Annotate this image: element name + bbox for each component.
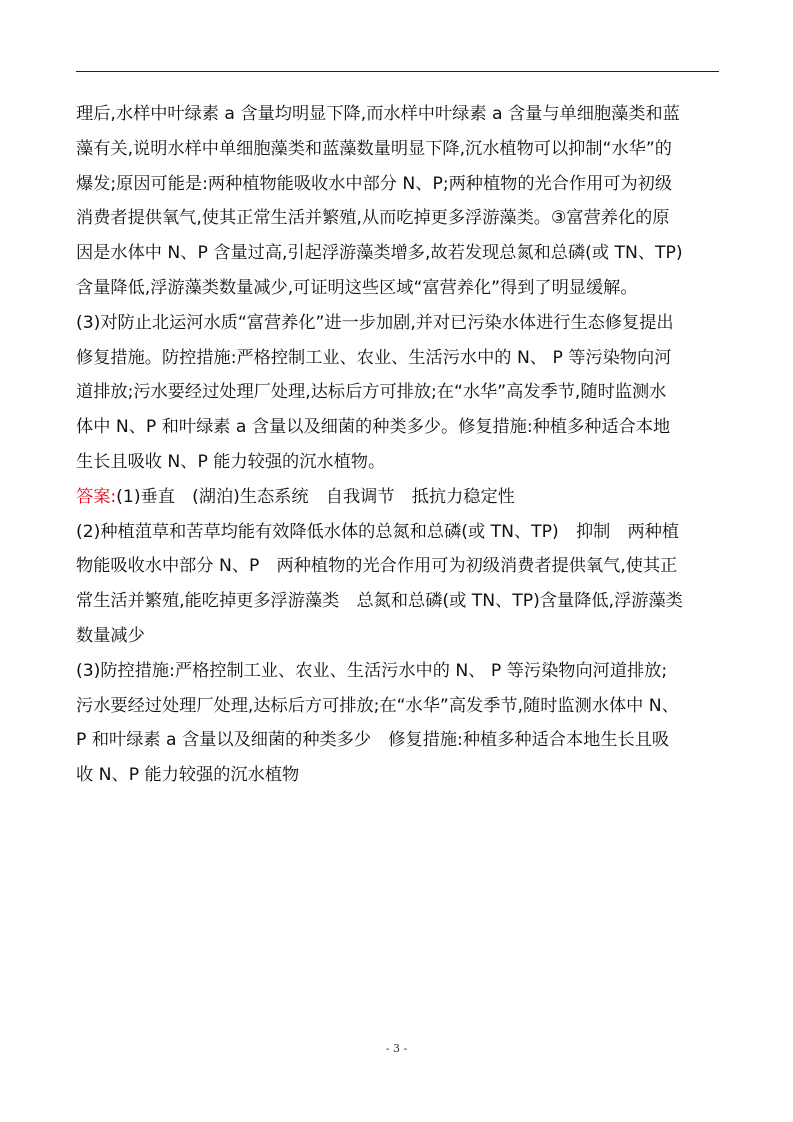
answer-line (76, 480, 719, 515)
analysis-line: 藻有关,说明水样中单细胞藻类和蓝藻数量明显下降,沉水植物可以抑制“水华”的 (76, 138, 672, 159)
document-body (76, 97, 719, 793)
answer-part-1: (1)垂直 (湖泊)生态系统 自我调节 抵抗力稳定性 (116, 486, 515, 507)
answer-line: 常生活并繁殖,能吃掉更多浮游藻类 总氮和总磷(或 TN、TP)含量降低,浮游藻类 (76, 591, 683, 612)
analysis-line: 消费者提供氧气,使其正常生活并繁殖,从而吃掉更多浮游藻类。③富营养化的原 (76, 208, 670, 229)
page-number: - 3 - (385, 1042, 408, 1055)
analysis-line: 体中 N、P 和叶绿素 a 含量以及细菌的种类多少。修复措施:种植多种适合本地 (76, 417, 671, 438)
answer-line: 物能吸收水中部分 N、P 两种植物的光合作用可为初级消费者提供氧气,使其正 (76, 556, 678, 577)
answer-label: 答案: (76, 486, 117, 507)
answer-line: P 和叶绿素 a 含量以及细菌的种类多少 修复措施:种植多种适合本地生长且吸 (76, 730, 670, 751)
analysis-line: 修复措施。防控措施:严格控制工业、农业、生活污水中的 N、 P 等污染物向河 (76, 347, 672, 368)
analysis-line: 生长且吸收 N、P 能力较强的沉水植物。 (76, 451, 386, 472)
header-divider (76, 71, 719, 72)
analysis-line: 爆发;原因可能是:两种植物能吸收水中部分 N、P;两种植物的光合作用可为初级 (76, 173, 673, 194)
answer-section (76, 480, 719, 793)
answer-line: (3)防控措施:严格控制工业、农业、生活污水中的 N、 P 等污染物向河道排放; (76, 660, 668, 681)
answer-line: 数量减少 (76, 625, 145, 646)
analysis-line: (3)对防止北运河水质“富营养化”进一步加剧,并对已污染水体进行生态修复提出 (76, 312, 674, 333)
analysis-line: 因是水体中 N、P 含量过高,引起浮游藻类增多,故若发现总氮和总磷(或 TN、TP) (76, 243, 683, 264)
answer-line: 污水要经过处理厂处理,达标后方可排放;在“水华”高发季节,随时监测水体中 N、 (76, 695, 679, 716)
analysis-line: 理后,水样中叶绿素 a 含量均明显下降,而水样中叶绿素 a 含量与单细胞藻类和蓝 (76, 104, 680, 124)
analysis-line: 道排放;污水要经过处理厂处理,达标后方可排放;在“水华”高发季节,随时监测水 (76, 382, 667, 403)
answer-line: (2)种植菹草和苦草均能有效降低水体的总氮和总磷(或 TN、TP) 抑制 两种植 (76, 521, 680, 542)
answer-line: 收 N、P 能力较强的沉水植物 (76, 765, 300, 786)
analysis-section (76, 97, 719, 480)
analysis-line: 含量降低,浮游藻类数量减少,可证明这些区域“富营养化”得到了明显缓解。 (76, 277, 638, 298)
